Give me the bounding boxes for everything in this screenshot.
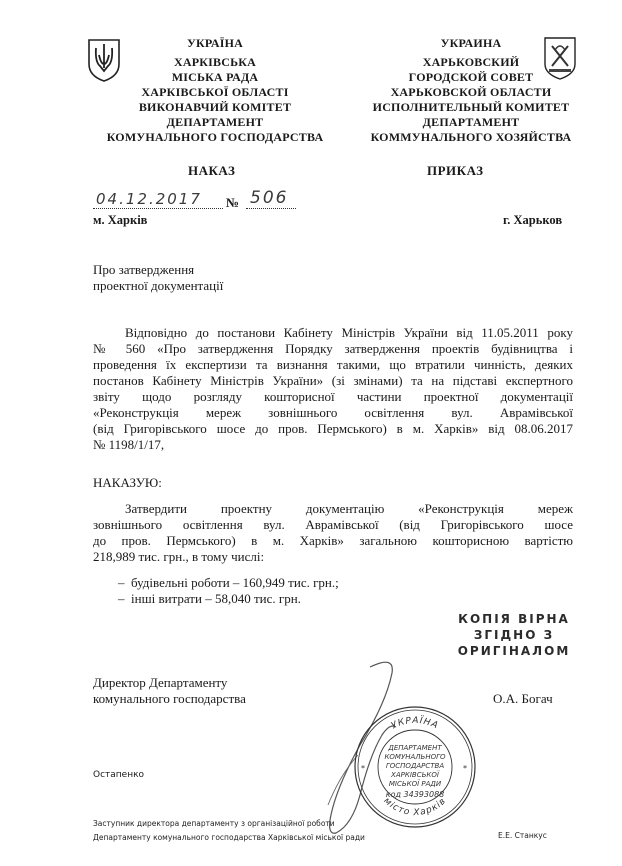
doc-type-ru: ПРИКАЗ	[427, 163, 484, 178]
order-number-sign: №	[226, 195, 240, 210]
signer-name: О.А. Богач	[493, 691, 553, 706]
order-number: 506	[250, 188, 289, 208]
footer-line-2: Департаменту комунального господарства Харківської міської ради	[93, 833, 365, 842]
org-line-ua-2: МІСЬКА РАДА	[171, 70, 259, 84]
org-line-ua-1: ХАРКІВСЬКА	[173, 55, 256, 69]
seal-bottom-text: місто Харків	[381, 795, 449, 819]
order-line-1: Затвердити проектну документацію «Реконструкція мереж	[125, 501, 573, 516]
list-item: – будівельні роботи – 160,949 тис. грн.;	[118, 575, 339, 590]
city-ua: м. Харків	[93, 213, 148, 227]
seal-line-3: ГОСПОДАРСТВА	[385, 762, 445, 770]
signer-position-1: Директор Департаменту	[93, 675, 228, 690]
order-line-2: зовнішнього освітлення вул. Аврамівської (від Григорівського шосе	[93, 517, 573, 532]
order-line-3: до пров. Пермського) в м. Харків» загальною кошторисною вартістю	[93, 533, 573, 548]
executor-name: Остапенко	[93, 770, 145, 780]
org-line-ua-5: ДЕПАРТАМЕНТ	[166, 115, 264, 129]
org-line-ua-4: ВИКОНАВЧИЙ КОМІТЕТ	[138, 100, 292, 114]
seal-line-4: ХАРКІВСЬКОЇ	[391, 771, 439, 779]
svg-text:УКРАЇНА	[390, 715, 440, 731]
order-date-line	[93, 208, 223, 209]
seal-star-right-icon: *	[463, 764, 467, 773]
country-ua: УКРАЇНА	[186, 36, 244, 50]
body-line-2: № 560 «Про затвердження Порядку затвердження проектів будівництва і	[93, 341, 573, 356]
org-line-ua-3: ХАРКІВСЬКОЇ ОБЛАСТІ	[141, 85, 289, 99]
signer-position-2: комунального господарства	[93, 691, 246, 706]
order-paragraph	[93, 501, 573, 565]
body-line-1: Відповідно до постанови Кабінету Міністрів України від 11.05.2011 року	[125, 325, 573, 340]
body-line-6: «Реконструкція мереж зовнішнього освітлення вул. Аврамівської	[93, 405, 573, 420]
subject-line-2: проектної документації	[93, 278, 224, 293]
seal-line-5: МІСЬКОЇ РАДИ	[388, 780, 442, 788]
body-line-7: (від Григорівського шосе до пров. Пермського) в м. Харків» від 08.06.2017	[93, 421, 573, 436]
subject-line-1: Про затвердження	[93, 262, 195, 277]
org-line-ru-4: ИСПОЛНИТЕЛЬНЫЙ КОМИТЕТ	[372, 100, 570, 114]
city-ru: г. Харьков	[503, 213, 563, 227]
body-line-8: № 1198/1/17,	[93, 437, 165, 452]
body-paragraph	[93, 325, 573, 453]
copy-stamp-line-1: КОПІЯ ВІРНА	[458, 612, 570, 626]
country-ru: УКРАИНА	[440, 36, 502, 50]
copy-stamp-line-3: ОРИГІНАЛОМ	[457, 644, 571, 658]
seal-top-text: УКРАЇНА	[389, 715, 441, 732]
footer-name: Е.Е. Станкус	[498, 831, 547, 840]
copy-certified-stamp	[455, 611, 573, 659]
body-line-5: звіту щодо розгляду кошторисної частини проектної документації	[93, 389, 573, 404]
list-item-text-1: будівельні роботи – 160,949 тис. грн.;	[131, 575, 339, 590]
copy-stamp-line-2: ЗГІДНО З	[473, 628, 555, 642]
order-word: НАКАЗУЮ:	[93, 475, 162, 490]
order-date: 04.12.2017	[96, 190, 202, 208]
seal-line-2: КОМУНАЛЬНОГО	[384, 753, 446, 761]
org-line-ru-1: ХАРЬКОВСКИЙ	[422, 55, 520, 69]
list-item-text-2: інші витрати – 58,040 тис. грн.	[131, 591, 301, 606]
list-item: – інші витрати – 58,040 тис. грн.	[118, 591, 301, 606]
svg-text:місто Харків	[382, 796, 449, 818]
org-line-ru-6: КОММУНАЛЬНОГО ХОЗЯЙСТВА	[370, 130, 572, 144]
org-line-ru-3: ХАРЬКОВСКОЙ ОБЛАСТИ	[390, 85, 552, 99]
seal-star-left-icon: *	[361, 764, 365, 773]
round-seal	[351, 703, 479, 831]
order-line-4: 218,989 тис. грн., в тому числі:	[93, 549, 265, 564]
seal-line-1: ДЕПАРТАМЕНТ	[388, 744, 442, 752]
doc-type-ua: НАКАЗ	[188, 163, 236, 178]
seal-code: код 34393088	[385, 790, 445, 799]
org-line-ru-2: ГОРОДСКОЙ СОВЕТ	[408, 70, 534, 84]
order-number-line	[246, 208, 296, 209]
body-line-4: постанов Кабінету Міністрів України» (зі змінами) та на підставі експертного	[93, 373, 573, 388]
org-line-ua-6: КОМУНАЛЬНОГО ГОСПОДАРСТВА	[106, 130, 324, 144]
footer-line-1: Заступник директора департаменту з організаційної роботи	[93, 819, 335, 828]
body-line-3: проведення їх експертизи та визнання такими, що втратили чинність, деяких	[93, 357, 573, 372]
org-line-ru-5: ДЕПАРТАМЕНТ	[422, 115, 520, 129]
